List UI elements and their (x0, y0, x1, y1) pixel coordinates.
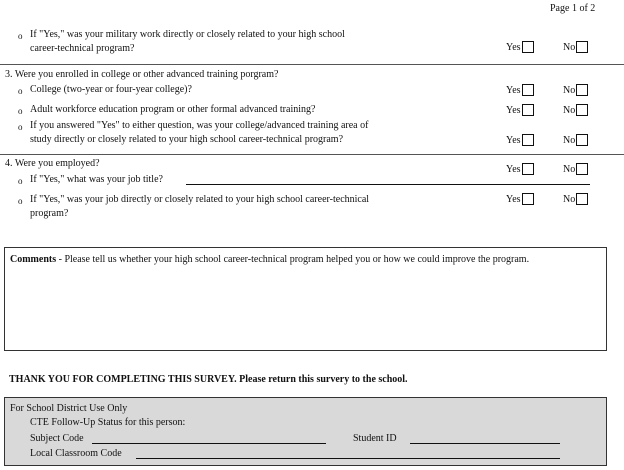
bullet-icon: o (18, 176, 23, 186)
student-id-label: Student ID (353, 433, 397, 444)
no-label: No (563, 84, 576, 96)
job-title-field[interactable] (186, 184, 590, 185)
yes-checkbox[interactable] (522, 163, 534, 175)
bullet-icon: o (18, 31, 23, 41)
military-related-question (30, 29, 345, 55)
adult-ed-yes[interactable] (506, 104, 534, 116)
adult-ed-no[interactable] (563, 104, 588, 116)
comments-instructions: - Please tell us whether your high school career-technical program helped you or how we could improve the program. (56, 254, 530, 265)
bullet-icon: o (18, 106, 23, 116)
page-number: Page 1 of 2 (550, 3, 596, 14)
yes-label: Yes (506, 41, 521, 53)
followup-status-label: CTE Follow-Up Status for this person: (30, 417, 186, 428)
no-label: No (563, 193, 576, 205)
no-checkbox[interactable] (576, 104, 588, 116)
yes-label: Yes (506, 84, 521, 96)
classroom-code-field[interactable] (136, 458, 560, 459)
no-label: No (563, 104, 576, 116)
comments-label: Comments (10, 254, 57, 265)
question-4-job-title: If "Yes," what was your job title? (30, 174, 163, 185)
training-related-no[interactable] (563, 134, 588, 146)
no-checkbox[interactable] (576, 134, 588, 146)
military-related-line1: If "Yes," was your military work directly or closely related to your high school (30, 29, 345, 40)
comments-box[interactable] (4, 247, 607, 351)
employed-no[interactable] (563, 163, 588, 175)
section-divider (0, 64, 624, 65)
comments-prompt (10, 254, 529, 265)
classroom-code-label: Local Classroom Code (30, 448, 122, 459)
yes-label: Yes (506, 193, 521, 205)
yes-label: Yes (506, 134, 521, 146)
subject-code-field[interactable] (92, 443, 326, 444)
yes-checkbox[interactable] (522, 41, 534, 53)
job-related-line2: program? (30, 208, 69, 219)
question-3-college: College (two-year or four-year college)? (30, 84, 192, 95)
bullet-icon: o (18, 196, 23, 206)
military-related-no[interactable] (563, 41, 588, 53)
student-id-field[interactable] (410, 443, 560, 444)
military-related-line2: career-technical program? (30, 43, 135, 54)
military-related-yes[interactable] (506, 41, 534, 53)
no-label: No (563, 163, 576, 175)
yes-checkbox[interactable] (522, 193, 534, 205)
no-label: No (563, 41, 576, 53)
no-checkbox[interactable] (576, 84, 588, 96)
yes-label: Yes (506, 163, 521, 175)
training-related-line2: study directly or closely related to your high school career-technical program? (30, 134, 344, 145)
question-4-related (30, 194, 369, 220)
college-no[interactable] (563, 84, 588, 96)
no-checkbox[interactable] (576, 41, 588, 53)
yes-label: Yes (506, 104, 521, 116)
yes-checkbox[interactable] (522, 104, 534, 116)
thank-you-message: THANK YOU FOR COMPLETING THIS SURVEY. Please return this survery to the school. (9, 374, 408, 385)
training-related-yes[interactable] (506, 134, 534, 146)
question-3-related (30, 120, 368, 146)
district-title: For School District Use Only (10, 403, 128, 414)
job-related-yes[interactable] (506, 193, 534, 205)
college-yes[interactable] (506, 84, 534, 96)
yes-checkbox[interactable] (522, 84, 534, 96)
question-3-heading: 3. Were you enrolled in college or other advanced training porgram? (5, 69, 279, 80)
question-3-adult-ed: Adult workforce education program or other formal advanced training? (30, 104, 316, 115)
district-use-box (4, 397, 607, 466)
training-related-line1: If you answered "Yes" to either question, was your college/advanced training area of (30, 120, 369, 131)
section-divider (0, 154, 624, 155)
subject-code-label: Subject Code (30, 433, 84, 444)
no-label: No (563, 134, 576, 146)
bullet-icon: o (18, 122, 23, 132)
job-related-line1: If "Yes," was your job directly or closely related to your high school career-technical (30, 194, 370, 205)
employed-yes[interactable] (506, 163, 534, 175)
job-related-no[interactable] (563, 193, 588, 205)
question-4-heading: 4. Were you employed? (5, 158, 100, 169)
no-checkbox[interactable] (576, 163, 588, 175)
yes-checkbox[interactable] (522, 134, 534, 146)
bullet-icon: o (18, 86, 23, 96)
no-checkbox[interactable] (576, 193, 588, 205)
